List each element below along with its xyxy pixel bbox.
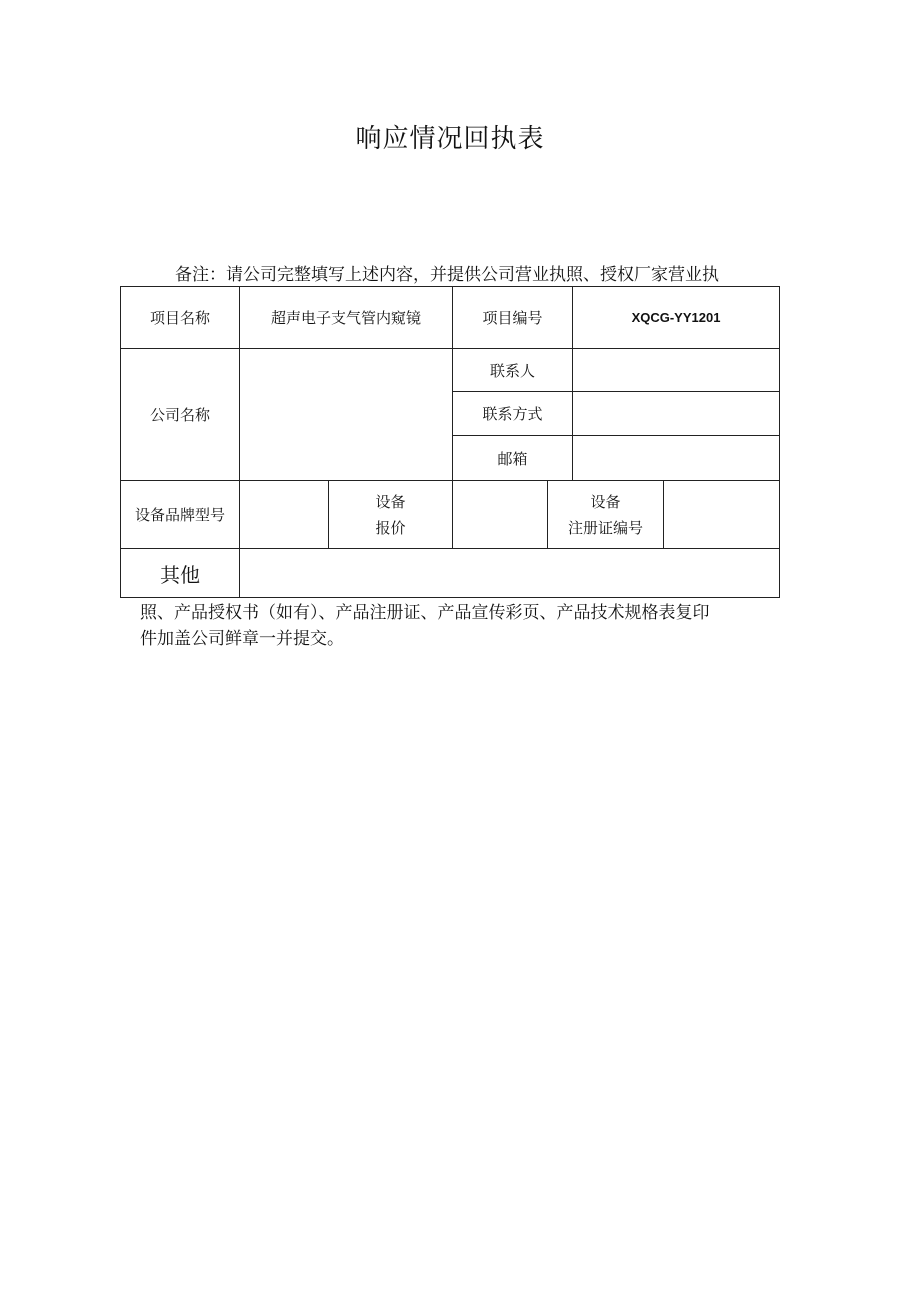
quote-field[interactable] [453, 481, 547, 548]
contact-person-field[interactable] [573, 349, 779, 391]
quote-label [329, 481, 452, 548]
contact-method-field[interactable] [573, 392, 779, 435]
quote-label-line2: 报价 [375, 518, 406, 537]
company-name-label: 公司名称 [149, 406, 210, 424]
email-label: 邮箱 [497, 449, 528, 468]
other-field[interactable] [240, 549, 779, 597]
project-number-label: 项目编号 [482, 309, 543, 327]
page-title: 响应情况回执表 [355, 124, 545, 154]
registration-number-field[interactable] [664, 481, 779, 548]
project-name-value: 超声电子支气管内窥镜 [270, 309, 421, 327]
quote-label-line1: 设备 [375, 492, 406, 511]
company-name-field[interactable] [240, 349, 452, 480]
brand-model-field[interactable] [240, 481, 328, 548]
registration-number-label [548, 481, 663, 548]
project-number-value: XQCG-YY1201 [631, 310, 721, 325]
registration-label-line1: 设备 [590, 492, 621, 511]
other-label: 其他 [160, 562, 200, 587]
registration-label-line2: 注册证编号 [567, 518, 643, 537]
email-field[interactable] [573, 436, 779, 480]
table-border-right [779, 286, 780, 598]
project-name-label: 项目名称 [149, 309, 210, 327]
note-continuation: 照、产品授权书（如有）、产品注册证、产品宣传彩页、产品技术规格表复印 [140, 603, 710, 623]
contact-person-label: 联系人 [489, 361, 535, 380]
note-ending: 件加盖公司鲜章一并提交。 [140, 629, 344, 649]
table-border-bottom [120, 597, 780, 598]
brand-model-label: 设备品牌型号 [134, 506, 225, 524]
note-intro: 备注：请公司完整填写上述内容，并提供公司营业执照、授权厂家营业执 [175, 265, 719, 285]
contact-method-label: 联系方式 [482, 405, 543, 423]
